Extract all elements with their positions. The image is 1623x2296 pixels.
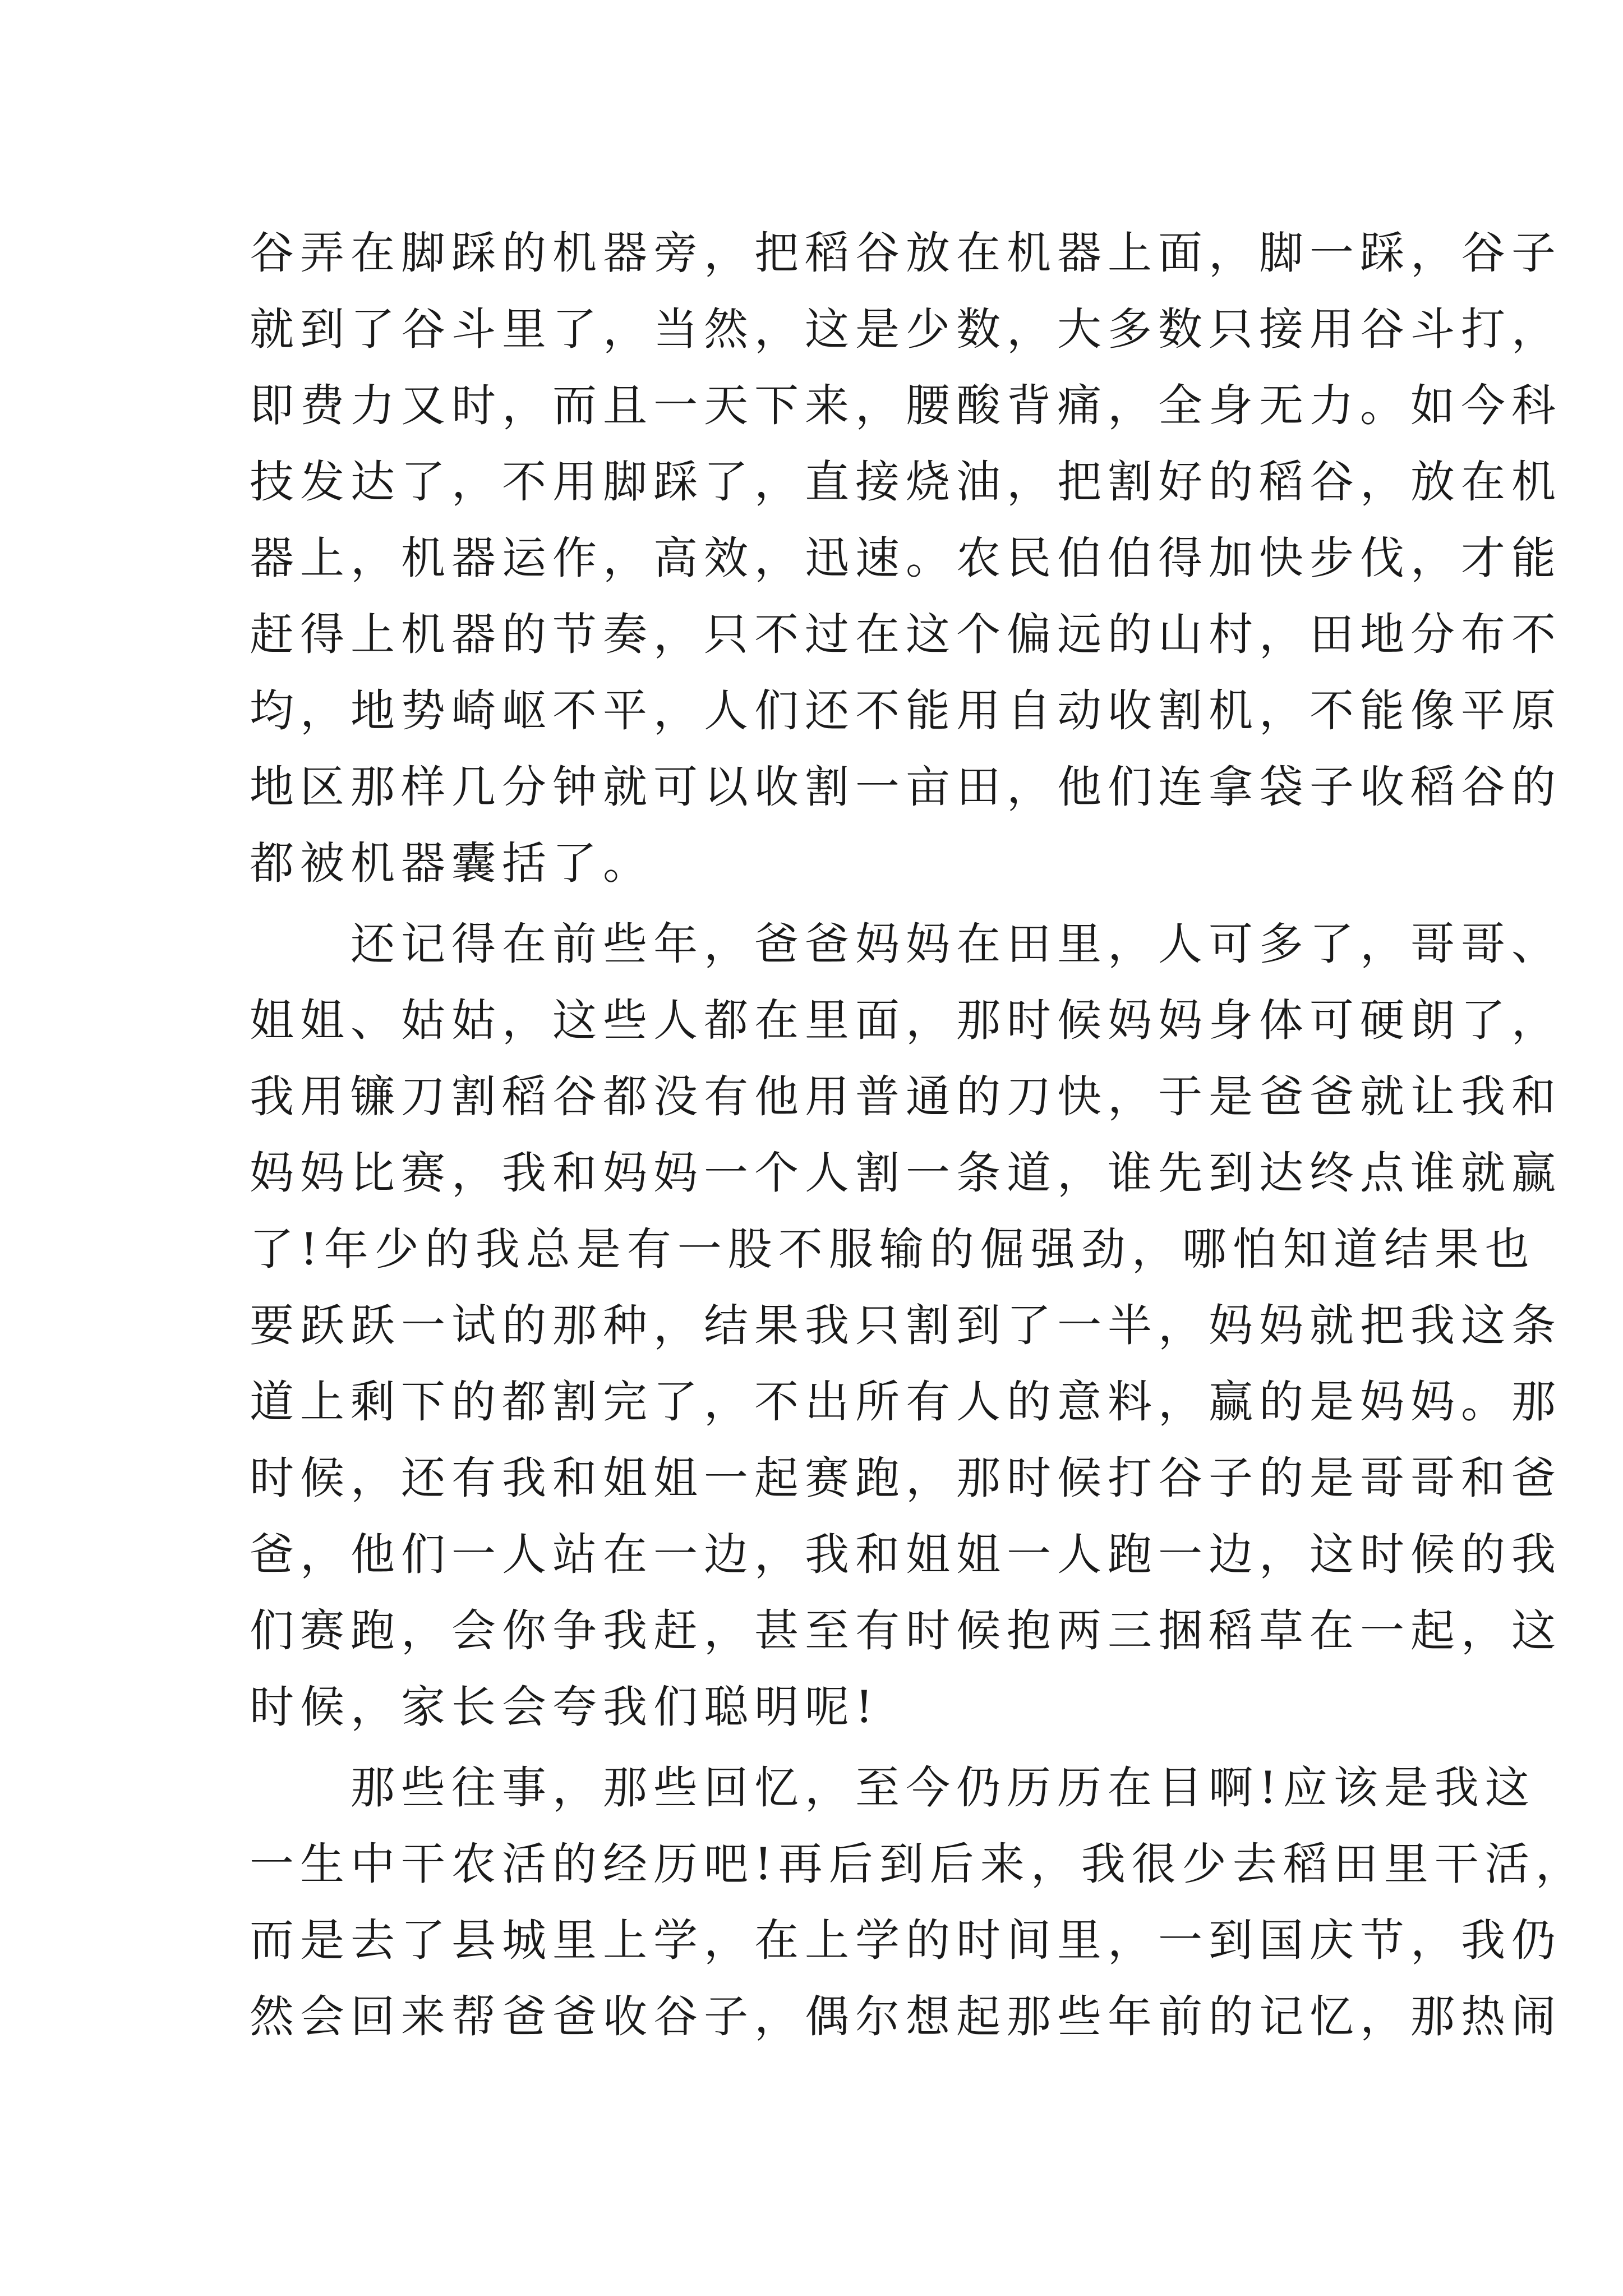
- paragraph-start-line: 那些往事，那些回忆，至今仍历历在目啊!应该是我这: [250, 1762, 1536, 1814]
- text-line: 妈妈比赛，我和妈妈一个人割一条道，谁先到达终点谁就赢: [250, 1147, 1562, 1199]
- text-line: 即费力又时，而且一天下来，腰酸背痛，全身无力。如今科: [250, 380, 1562, 431]
- text-line: 时候，家长会夸我们聪明呢!: [250, 1681, 879, 1733]
- text-line: 技发达了，不用脚踩了，直接烧油，把割好的稻谷，放在机: [250, 456, 1562, 508]
- text-line: 姐姐、姑姑，这些人都在里面，那时候妈妈身体可硬朗了，: [250, 995, 1562, 1046]
- text-line: 道上剩下的都割完了，不出所有人的意料，赢的是妈妈。那: [250, 1376, 1562, 1428]
- text-line: 了!年少的我总是有一股不服输的倔强劲，哪怕知道结果也: [250, 1223, 1536, 1275]
- text-line: 而是去了县城里上学，在上学的时间里，一到国庆节，我仍: [250, 1915, 1562, 1966]
- text-line: 赶得上机器的节奏，只不过在这个偏远的山村，田地分布不: [250, 609, 1562, 660]
- body-text: [250, 215, 1586, 2055]
- text-line: 都被机器囊括了。: [250, 838, 653, 889]
- text-line: 时候，还有我和姐姐一起赛跑，那时候打谷子的是哥哥和爸: [250, 1452, 1562, 1504]
- text-line: 地区那样几分钟就可以收割一亩田，他们连拿袋子收稻谷的: [250, 761, 1562, 813]
- text-line: 们赛跑，会你争我赶，甚至有时候抱两三捆稻草在一起，这: [250, 1605, 1562, 1657]
- text-line: 就到了谷斗里了，当然，这是少数，大多数只接用谷斗打，: [250, 303, 1562, 355]
- text-line: 谷弄在脚踩的机器旁，把稻谷放在机器上面，脚一踩，谷子: [250, 227, 1562, 279]
- text-line: 我用镰刀割稻谷都没有他用普通的刀快，于是爸爸就让我和: [250, 1071, 1562, 1122]
- text-line: 器上，机器运作，高效，迅速。农民伯伯得加快步伐，才能: [250, 532, 1562, 584]
- text-line: 一生中干农活的经历吧!再后到后来，我很少去稻田里干活，: [250, 1838, 1586, 1890]
- text-line: 均，地势崎岖不平，人们还不能用自动收割机，不能像平原: [250, 685, 1562, 737]
- text-line: 然会回来帮爸爸收谷子，偶尔想起那些年前的记忆，那热闹: [250, 1991, 1562, 2042]
- text-line: 要跃跃一试的那种，结果我只割到了一半，妈妈就把我这条: [250, 1300, 1562, 1351]
- paragraph-start-line: 还记得在前些年，爸爸妈妈在田里，人可多了，哥哥、: [250, 918, 1562, 970]
- text-line: 爸，他们一人站在一边，我和姐姐一人跑一边，这时候的我: [250, 1529, 1562, 1580]
